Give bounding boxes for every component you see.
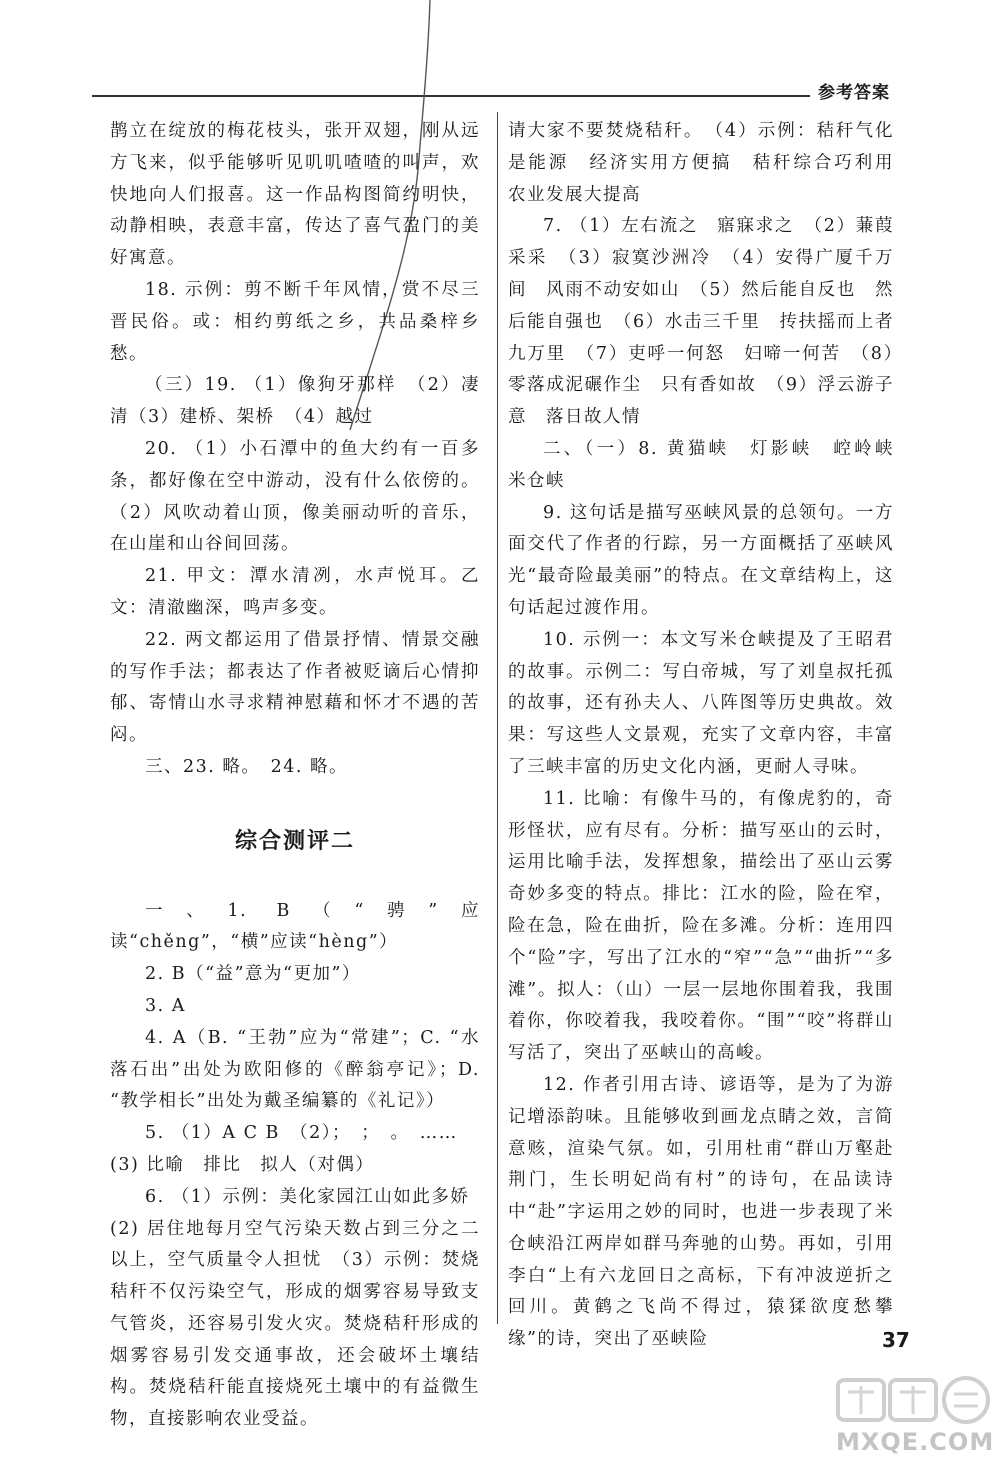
column-divider [497, 112, 498, 1324]
answer-paragraph: 二、（一）8. 黄猫峡 灯影峡 崆岭峡 米仓峡 [508, 438, 913, 491]
answer-paragraph: 20. （1）小石潭中的鱼大约有一百多条，都好像在空中游动，没有什么依傍的。（2）风吹动着山顶，像美丽动听的音乐，在山崖和山谷间回荡。 [110, 438, 480, 555]
section-title: 综合测评二 [234, 828, 355, 854]
page-number: 37 [882, 1328, 910, 1352]
answer-paragraph: 10. 示例一：本文写米仓峡提及了王昭君的故事。示例二：写白帝城，写了刘皇叔托孤的故事，还有孙夫人、八阵图等历史典故。效果：写这些人文景观，充实了文章内容，丰富了三峡丰富的历史文化内涵，更耐人寻味。 [508, 629, 894, 777]
answer-paragraph: 18. 示例：剪不断千年风情，赏不尽三晋民俗。或：相约剪纸之乡，共品桑梓乡愁。 [110, 279, 480, 364]
left-column [110, 116, 480, 1436]
answer-paragraph: 4. A（B. “王勃”应为“常建”；C. “水落石出”出处为欧阳修的《醉翁亭记》；D. “教学相长”出处为戴圣编纂的《礼记》） [110, 1027, 480, 1112]
answer-paragraph: 三、23. 略。 24. 略。 [145, 756, 349, 777]
answer-paragraph: 22. 两文都运用了借景抒情、情景交融的写作手法；都表达了作者被贬谪后心情抑郁、寄情山水寻求精神慰藉和怀才不遇的苦闷。 [110, 629, 480, 746]
answer-paragraph: (3) 比喻 排比 拟人（对偶） [110, 1154, 375, 1175]
answer-paragraph: 2. B（“益”意为“更加”） [145, 964, 361, 985]
answer-paragraph: 9. 这句话是描写巫峡风景的总领句。一方面交代了作者的行踪，另一方面概括了巫峡风光“最奇险最美丽”的特点。在文章结构上，这句话起过渡作用。 [508, 502, 894, 618]
answer-paragraph: 11. 比喻：有像牛马的，有像虎豹的，奇形怪状，应有尽有。分析：描写巫山的云时，运用比喻手法，发挥想象，描绘出了巫山云雾奇妙多变的特点。排比：江水的险，险在窄，险在急，险在曲折，险在多滩。分析：连用四个“险”字，写出了江水的“窄”“急”“曲折”“多滩”。拟人：（山）一层一层地你围着我，我围着你，你咬着我，我咬着你。“围”“咬”将群山写活了，突出了巫峡山的高峻。 [508, 788, 894, 1064]
answer-paragraph: 5. （1）A C B （2）； ； 。 …… [145, 1123, 458, 1144]
answer-paragraph: （三）19. （1）像狗牙那样 （2）凄清（3）建桥、架桥 （4）越过 [110, 375, 480, 428]
answer-paragraph: 7. （1）左右流之 寤寐求之 （2）蒹葭采采 （3）寂寞沙洲冷 （4）安得广厦千万间 风雨不动安如山 （5）然后能自反也 然后能自强也 （6）水击三千里 抟扶摇而上者九万里 （7）吏呼一何怒 妇啼一何苦 （8）零落成泥碾作尘 只有香如故 （9）浮云游子意 落日故人情 [508, 216, 894, 428]
watermark-text: MXQE.COM [836, 1428, 995, 1456]
answer-paragraph: 21. 甲文：潭水清冽，水声悦耳。乙文：清澈幽深，鸣声多变。 [110, 566, 480, 618]
answer-paragraph: 请大家不要焚烧秸秆。 （4）示例：秸秆气化是能源 经济实用方便搞 秸秆综合巧利用 农业发展大提高 [508, 121, 913, 205]
running-header-title: 参考答案 [818, 83, 890, 103]
answer-paragraph: 鹊立在绽放的梅花枝头，张开双翅，刚从远方飞来，似乎能够听见叽叽喳喳的叫声，欢快地向人们报喜。这一作品构图简约明快，动静相映，表意丰富，传达了喜气盈门的美好寓意。 [110, 121, 480, 269]
answer-paragraph: 3. A [145, 995, 186, 1016]
answer-paragraph: 6. （1）示例：美化家园江山如此多娇 [145, 1186, 470, 1207]
answer-paragraph: 12. 作者引用古诗、谚语等，是为了为游记增添韵味。且能够收到画龙点睛之效，言简意赅，渲染气氛。如，引用杜甫“群山万壑赴荆门，生长明妃尚有村”的诗句，在品读诗中“赴”字运用之妙的同时，也进一步表现了米仓峡沿江两岸如群马奔驰的山势。再如，引用李白“上有六龙回日之高标，下有冲波逆折之回川。黄鹤之飞尚不得过，猿猱欲度愁攀缘”的诗，突出了巫峡险 [508, 1074, 894, 1350]
answer-paragraph: 一、1. B（“骋”应读“chěng”，“横”应读“hèng”） [110, 900, 480, 953]
header-rule [92, 95, 810, 97]
answer-paragraph: (2) 居住地每月空气污染天数占到三分之二以上，空气质量令人担忧 （3）示例：焚烧秸秆不仅污染空气，形成的烟雾容易导致支气管炎，还容易引发火灾。焚烧秸秆形成的烟雾容易引发交通事故，还会破坏土壤结构。焚烧秸秆能直接烧死土壤中的有益微生物，直接影响农业受益。 [110, 1218, 480, 1430]
